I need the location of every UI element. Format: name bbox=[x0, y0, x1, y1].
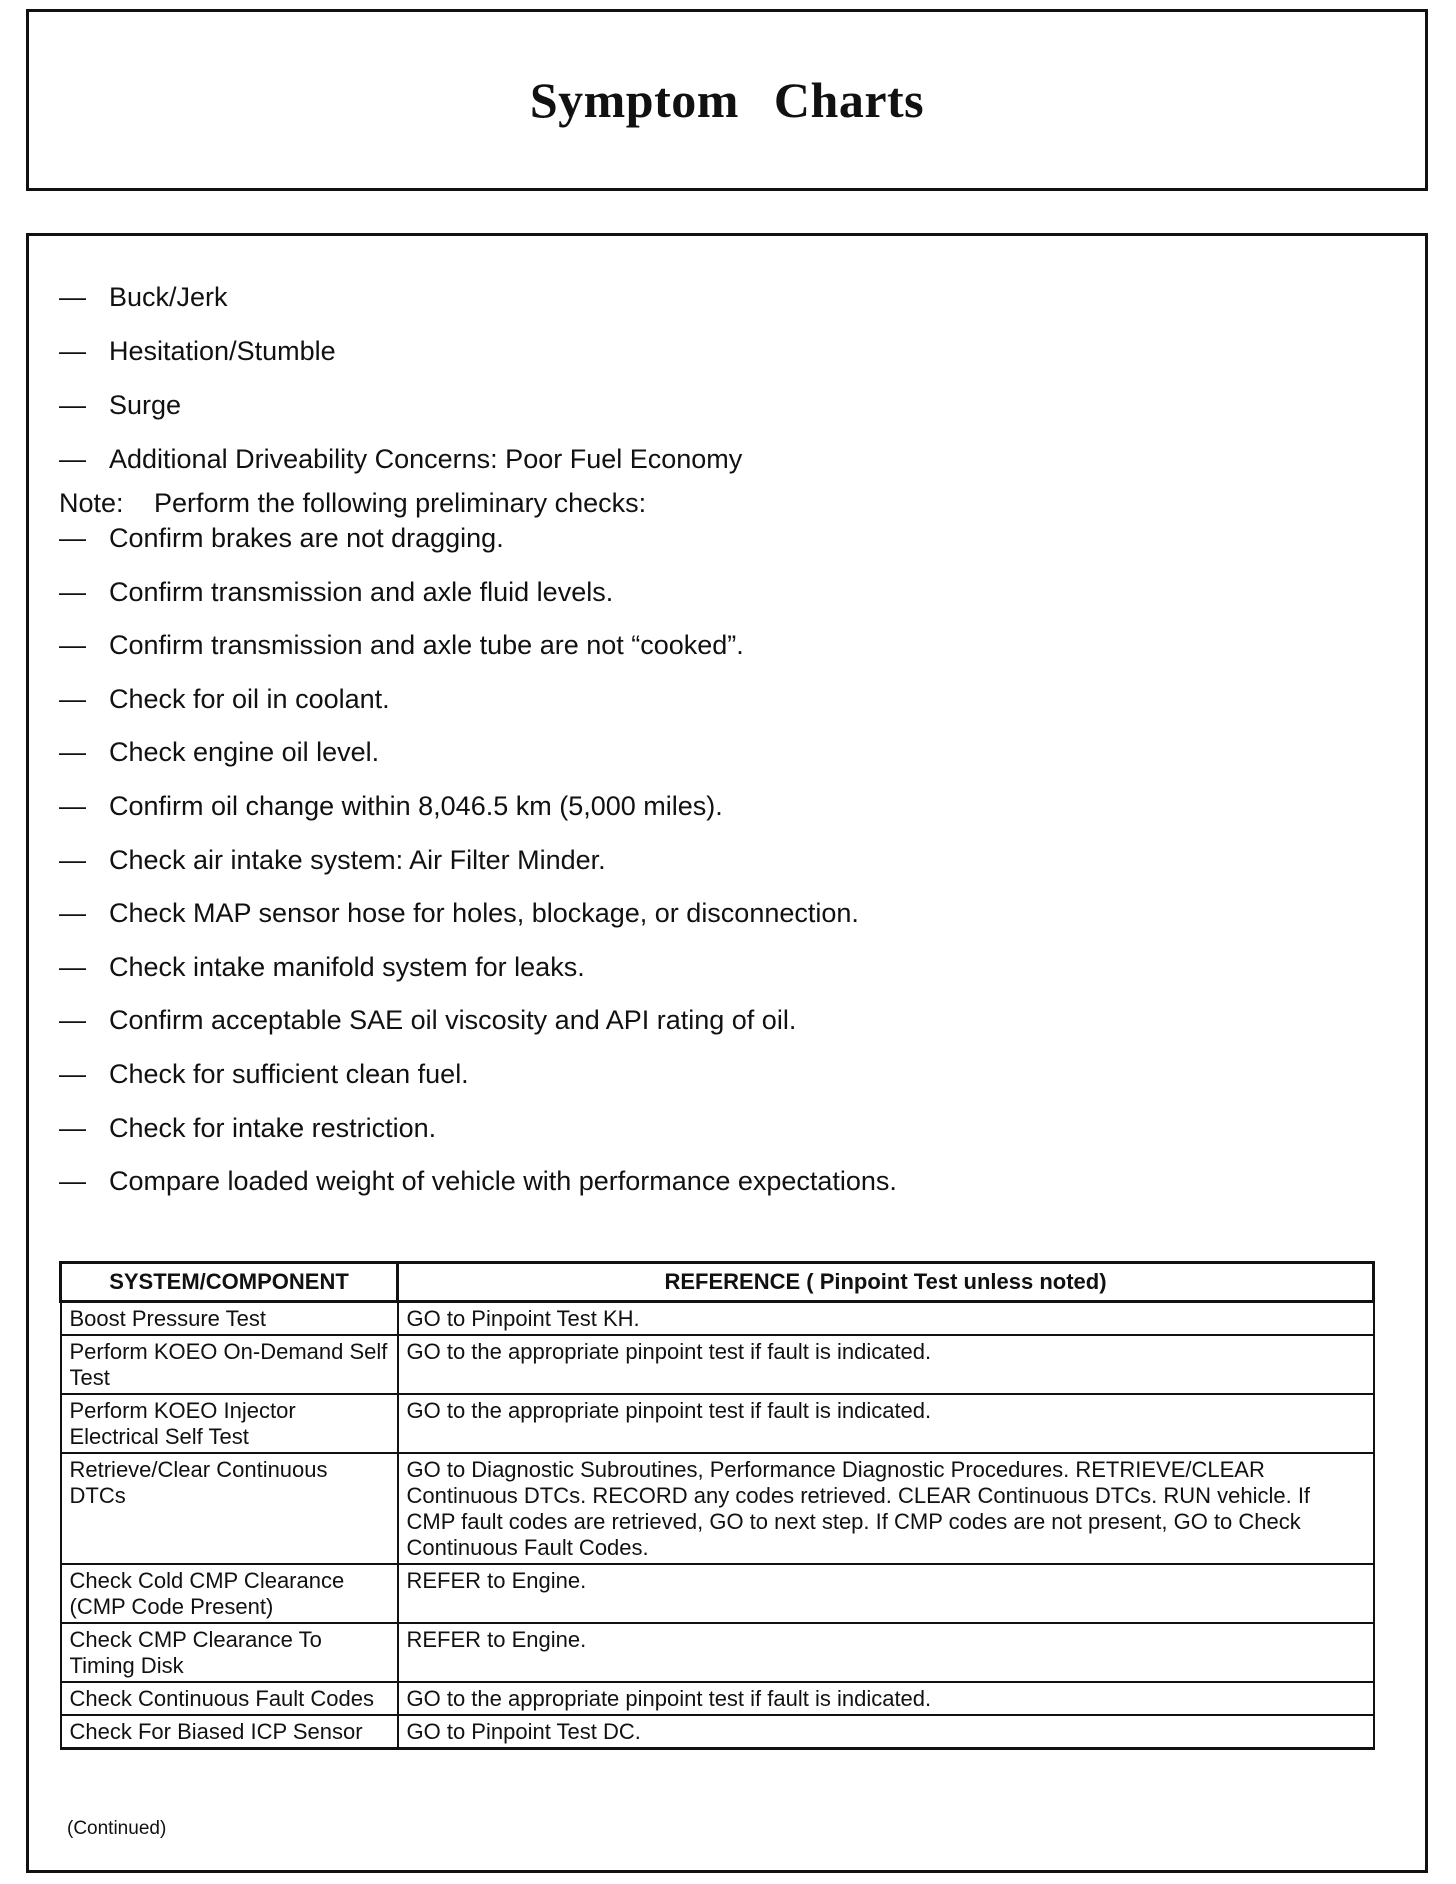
list-item bbox=[59, 673, 1395, 727]
check-text: Confirm acceptable SAE oil viscosity and API rating of oil. bbox=[109, 1005, 797, 1036]
reference-cell: GO to the appropriate pinpoint test if fault is indicated. bbox=[398, 1682, 1374, 1715]
table-row bbox=[61, 1394, 1374, 1453]
dash-glyph: — bbox=[59, 951, 86, 982]
list-item bbox=[59, 780, 1395, 834]
dash-glyph: — bbox=[59, 737, 86, 768]
table-row bbox=[61, 1302, 1374, 1336]
dash-glyph: — bbox=[59, 444, 86, 474]
table-row bbox=[61, 1682, 1374, 1715]
component-cell: Boost Pressure Test bbox=[61, 1302, 398, 1336]
reference-table bbox=[59, 1261, 1375, 1750]
list-item bbox=[59, 378, 1395, 432]
dash-glyph: — bbox=[59, 1166, 86, 1197]
reference-cell: GO to the appropriate pinpoint test if fault is indicated. bbox=[398, 1394, 1374, 1453]
component-cell: Perform KOEO On-Demand Self Test bbox=[61, 1335, 398, 1394]
check-text: Confirm brakes are not dragging. bbox=[109, 523, 504, 553]
check-text: Compare loaded weight of vehicle with performance expectations. bbox=[109, 1166, 897, 1197]
dash-glyph: — bbox=[59, 630, 86, 661]
list-item bbox=[59, 512, 1395, 566]
note-label: Note: bbox=[59, 488, 124, 518]
symptom-text: Surge bbox=[109, 390, 182, 420]
check-text: Check for sufficient clean fuel. bbox=[109, 1058, 469, 1089]
dash-glyph: — bbox=[59, 576, 86, 607]
component-cell: Check Continuous Fault Codes bbox=[61, 1682, 398, 1715]
preliminary-checks-list bbox=[59, 512, 1395, 1209]
component-cell: Retrieve/Clear Continuous DTCs bbox=[61, 1453, 398, 1564]
table-row bbox=[61, 1564, 1374, 1623]
dash-glyph: — bbox=[59, 390, 86, 420]
component-cell: Check CMP Clearance To Timing Disk bbox=[61, 1623, 398, 1682]
check-text: Check engine oil level. bbox=[109, 737, 380, 768]
list-item bbox=[59, 994, 1395, 1048]
dash-glyph: — bbox=[59, 1112, 86, 1143]
dash-glyph: — bbox=[59, 1005, 86, 1036]
dash-glyph: — bbox=[59, 683, 86, 714]
check-text: Check for intake restriction. bbox=[109, 1112, 437, 1143]
check-text: Confirm transmission and axle tube are not “cooked”. bbox=[109, 630, 744, 661]
list-item bbox=[59, 1155, 1395, 1209]
list-item bbox=[59, 887, 1395, 941]
symptom-list bbox=[59, 270, 1395, 486]
table-row bbox=[61, 1715, 1374, 1749]
dash-glyph: — bbox=[59, 1058, 86, 1089]
component-cell: Check For Biased ICP Sensor bbox=[61, 1715, 398, 1749]
dash-glyph: — bbox=[59, 336, 86, 366]
table-header-row bbox=[61, 1263, 1374, 1302]
check-text: Check air intake system: Air Filter Minder. bbox=[109, 844, 606, 875]
list-item bbox=[59, 566, 1395, 620]
symptom-text: Buck/Jerk bbox=[109, 282, 228, 312]
column-header: REFERENCE ( Pinpoint Test unless noted) bbox=[398, 1263, 1374, 1302]
dash-glyph: — bbox=[59, 282, 86, 312]
continued-note: (Continued) bbox=[67, 1818, 167, 1839]
check-text: Check intake manifold system for leaks. bbox=[109, 951, 585, 982]
check-text: Confirm oil change within 8,046.5 km (5,000 miles). bbox=[109, 790, 723, 821]
dash-glyph: — bbox=[59, 898, 86, 929]
reference-cell: REFER to Engine. bbox=[398, 1623, 1374, 1682]
table-row bbox=[61, 1453, 1374, 1564]
dash-glyph: — bbox=[59, 523, 86, 553]
dash-glyph: — bbox=[59, 790, 86, 821]
check-text: Confirm transmission and axle fluid levels. bbox=[109, 576, 614, 607]
list-item bbox=[59, 941, 1395, 995]
list-item bbox=[59, 726, 1395, 780]
list-item bbox=[59, 324, 1395, 378]
list-item bbox=[59, 619, 1395, 673]
list-item bbox=[59, 270, 1395, 324]
table-row bbox=[61, 1623, 1374, 1682]
symptom-text: Hesitation/Stumble bbox=[109, 336, 336, 366]
list-item bbox=[59, 834, 1395, 888]
column-header: SYSTEM/COMPONENT bbox=[61, 1263, 398, 1302]
check-text: Check for oil in coolant. bbox=[109, 683, 390, 714]
reference-cell: GO to Pinpoint Test DC. bbox=[398, 1715, 1374, 1749]
page-title: Symptom Charts bbox=[529, 72, 925, 128]
reference-cell: GO to Pinpoint Test KH. bbox=[398, 1302, 1374, 1336]
reference-cell: GO to Diagnostic Subroutines, Performance Diagnostic Procedures. RETRIEVE/CLEAR Continuous DTCs. RECORD any codes retrieved. CLEAR Continuous DTCs. RUN vehicle. If CMP fault codes are retrieved, GO to next step. If CMP codes are not present, GO to Check Continuous Fault Codes. bbox=[398, 1453, 1374, 1564]
list-item bbox=[59, 1102, 1395, 1156]
component-cell: Check Cold CMP Clearance (CMP Code Present) bbox=[61, 1564, 398, 1623]
dash-glyph: — bbox=[59, 844, 86, 875]
content-box bbox=[26, 233, 1428, 1873]
list-item bbox=[59, 1048, 1395, 1102]
component-cell: Perform KOEO Injector Electrical Self Test bbox=[61, 1394, 398, 1453]
reference-cell: REFER to Engine. bbox=[398, 1564, 1374, 1623]
symptom-text: Additional Driveability Concerns: Poor Fuel Economy bbox=[109, 444, 743, 474]
table-row bbox=[61, 1335, 1374, 1394]
title-box bbox=[26, 9, 1428, 191]
list-item bbox=[59, 432, 1395, 486]
note-text: Perform the following preliminary checks: bbox=[154, 488, 647, 518]
check-text: Check MAP sensor hose for holes, blockage, or disconnection. bbox=[109, 898, 859, 929]
reference-cell: GO to the appropriate pinpoint test if fault is indicated. bbox=[398, 1335, 1374, 1394]
